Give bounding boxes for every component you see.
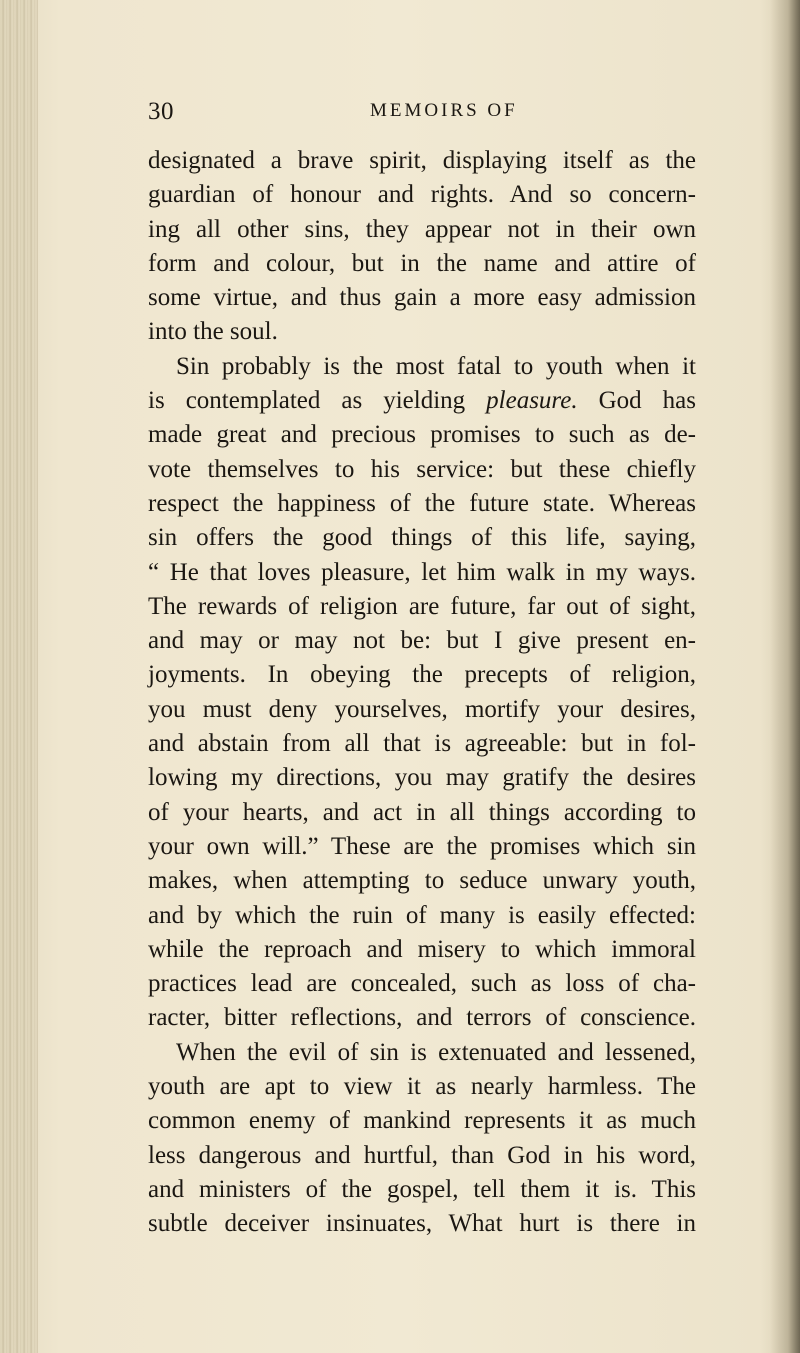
text-line: “ He that loves pleasure, let him walk in my ways. <box>148 558 696 586</box>
text-line: lowing my directions, you may gratify the desires <box>148 764 696 792</box>
text-line: less dangerous and hurtful, than God in his word, <box>148 1141 696 1169</box>
text-line: and may or may not be: but I give present en- <box>148 627 696 655</box>
text-line: When the evil of sin is extenuated and lessened, <box>176 1038 696 1066</box>
text-line: and ministers of the gospel, tell them it is. This <box>148 1175 696 1203</box>
italic-word: pleasure. <box>486 387 578 415</box>
page-number: 30 <box>148 98 174 125</box>
text-line: while the reproach and misery to which immoral <box>148 935 696 963</box>
page-binding-edge <box>0 0 38 1353</box>
text-line-with-italic <box>148 384 696 418</box>
text-line: and by which the ruin of many is easily effected: <box>148 901 696 929</box>
text-line: makes, when attempting to seduce unwary youth, <box>148 867 696 895</box>
page-right-edge-shadow <box>770 0 800 1353</box>
text-line: racter, bitter reflections, and terrors of conscience. <box>148 1004 696 1032</box>
text-line: youth are apt to view it as nearly harmless. The <box>148 1073 696 1101</box>
text-line: ing all other sins, they appear not in their own <box>148 215 696 243</box>
text-fragment: God has <box>598 387 696 415</box>
text-line: some virtue, and thus gain a more easy admission <box>148 284 696 312</box>
text-line: made great and precious promises to such as de- <box>148 421 696 449</box>
text-line: guardian of honour and rights. And so concern- <box>148 181 696 209</box>
text-fragment: is contemplated as yielding <box>148 387 466 415</box>
text-line: designated a brave spirit, displaying itself as the <box>148 147 696 174</box>
text-line: your own will.” These are the promises which sin <box>148 832 696 860</box>
body-text <box>148 144 696 1242</box>
text-line: respect the happiness of the future state. Whereas <box>148 489 696 517</box>
running-head: MEMOIRS OF <box>370 100 518 121</box>
page-header <box>148 98 688 130</box>
text-line: Sin probably is the most fatal to youth when it <box>176 352 696 380</box>
text-line: joyments. In obeying the precepts of religion, <box>148 661 696 689</box>
text-line: and abstain from all that is agreeable: but in fol- <box>148 730 696 758</box>
text-line: form and colour, but in the name and attire of <box>148 249 696 277</box>
text-line: sin offers the good things of this life, saying, <box>148 524 696 552</box>
text-line: practices lead are concealed, such as loss of cha- <box>148 970 696 998</box>
text-line: subtle deceiver insinuates, What hurt is there in <box>148 1210 696 1238</box>
text-line: common enemy of mankind represents it as much <box>148 1107 696 1135</box>
text-line: vote themselves to his service: but these chiefly <box>148 455 696 483</box>
text-line: The rewards of religion are future, far out of sight, <box>148 592 696 620</box>
text-line: into the soul. <box>148 318 278 346</box>
text-line: of your hearts, and act in all things according to <box>148 798 696 826</box>
text-line: you must deny yourselves, mortify your desires, <box>148 695 696 723</box>
